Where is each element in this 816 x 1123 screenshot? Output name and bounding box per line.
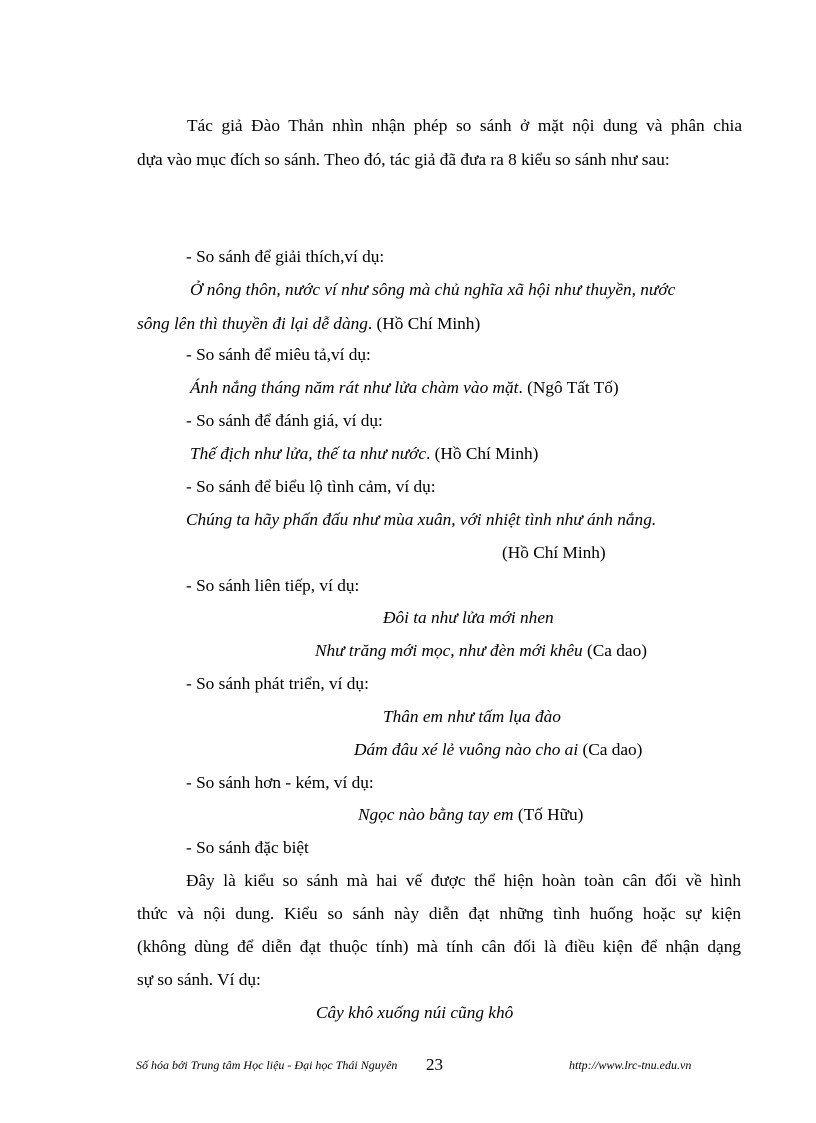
intro-line-1: Tác giả Đào Thản nhìn nhận phép so sánh ở mặt nội dung và phân chia bbox=[187, 116, 742, 135]
intro-line-2: dựa vào mục đích so sánh. Theo đó, tác giả đã đưa ra 8 kiểu so sánh như sau: bbox=[137, 150, 670, 169]
item-emotion-source: (Hồ Chí Minh) bbox=[502, 543, 606, 562]
item-explain-example-text: sông lên thì thuyền đi lại dễ dàng bbox=[137, 314, 368, 333]
item-special-paragraph-line-3: (không dùng để diễn đạt thuộc tính) mà tính cân đối là điều kiện để nhận dạng bbox=[137, 937, 741, 956]
item-evaluate-example-text: Thế địch như lửa, thế ta như nước bbox=[190, 444, 427, 463]
item-consecutive-verse-2 bbox=[315, 640, 647, 662]
footer-source: Số hóa bởi Trung tâm Học liệu - Đại học Thái Nguyên bbox=[136, 1058, 398, 1072]
item-special-label: - So sánh đặc biệt bbox=[186, 838, 309, 857]
item-describe-label: - So sánh để miêu tả,ví dụ: bbox=[186, 345, 371, 364]
item-special-paragraph-line-2: thức và nội dung. Kiểu so sánh này diễn đạt những tình huống hoặc sự kiện bbox=[137, 904, 741, 923]
item-describe-example-text: Ánh nắng tháng năm rát như lửa chàm vào mặt bbox=[190, 378, 519, 397]
item-consecutive-verse-1: Đôi ta như lửa mới nhen bbox=[383, 608, 554, 627]
item-developing-source: (Ca dao) bbox=[578, 740, 643, 759]
item-more-less-label: - So sánh hơn - kém, ví dụ: bbox=[186, 773, 374, 792]
item-evaluate-label: - So sánh để đánh giá, ví dụ: bbox=[186, 411, 383, 430]
item-evaluate-source: . (Hồ Chí Minh) bbox=[426, 444, 539, 463]
item-emotion-example: Chúng ta hãy phấn đấu như mùa xuân, với nhiệt tình như ánh nắng. bbox=[186, 510, 657, 529]
item-special-paragraph-line-4: sự so sánh. Ví dụ: bbox=[137, 970, 261, 989]
item-evaluate-example bbox=[190, 443, 538, 465]
item-explain-example-line-2 bbox=[137, 313, 480, 335]
item-consecutive-label: - So sánh liên tiếp, ví dụ: bbox=[186, 576, 360, 595]
item-more-less-source: (Tố Hữu) bbox=[513, 805, 584, 824]
item-consecutive-verse-2-text: Như trăng mới mọc, như đèn mới khêu bbox=[315, 641, 583, 660]
item-consecutive-source: (Ca dao) bbox=[582, 641, 647, 660]
item-explain-label: - So sánh để giải thích,ví dụ: bbox=[186, 247, 385, 266]
item-explain-example-line-1: Ở nông thôn, nước ví như sông mà chủ nghĩa xã hội như thuyền, nước bbox=[190, 280, 676, 299]
page-number: 23 bbox=[426, 1055, 443, 1074]
item-developing-verse-2 bbox=[354, 739, 642, 761]
item-more-less-verse-text: Ngọc nào bằng tay em bbox=[358, 805, 514, 824]
item-developing-verse-1: Thân em như tấm lụa đào bbox=[383, 707, 561, 726]
item-describe-example bbox=[190, 377, 619, 399]
item-developing-label: - So sánh phát triển, ví dụ: bbox=[186, 674, 369, 693]
item-developing-verse-2-text: Dám đâu xé lẻ vuông nào cho ai bbox=[354, 740, 579, 759]
item-emotion-label: - So sánh để biểu lộ tình cảm, ví dụ: bbox=[186, 477, 436, 496]
item-special-paragraph-line-1: Đây là kiểu so sánh mà hai vế được thể hiện hoàn toàn cân đối về hình bbox=[186, 871, 741, 890]
item-explain-source: . (Hồ Chí Minh) bbox=[367, 314, 481, 333]
item-describe-source: . (Ngô Tất Tố) bbox=[518, 378, 619, 397]
item-more-less-verse bbox=[358, 804, 583, 826]
item-special-verse: Cây khô xuống núi cũng khô bbox=[316, 1003, 514, 1022]
footer-url: http://www.lrc-tnu.edu.vn bbox=[569, 1058, 692, 1072]
